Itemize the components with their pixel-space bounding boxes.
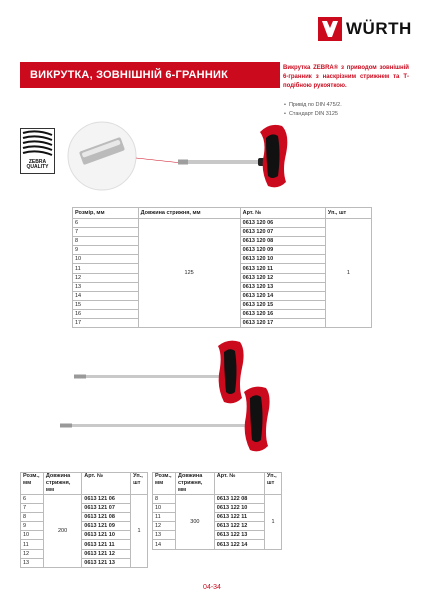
- article-number-cell: 0613 120 17: [240, 319, 325, 328]
- col-pack-header: Уп., шт: [265, 473, 282, 495]
- zebra-stripes-icon: [21, 129, 54, 159]
- size-cell: 13: [21, 558, 44, 567]
- size-cell: 12: [153, 522, 176, 531]
- wurth-logo-icon: [318, 17, 342, 41]
- length-cell: 200: [43, 495, 81, 568]
- size-cell: 10: [153, 504, 176, 513]
- zebra-badge-text: [21, 160, 54, 170]
- length-cell: 125: [138, 219, 240, 328]
- size-cell: 14: [73, 291, 139, 300]
- page-title: ВИКРУТКА, ЗОВНІШНІЙ 6-ГРАННИК: [30, 69, 228, 81]
- table-row: [153, 504, 282, 513]
- article-number-cell: 0613 120 14: [240, 291, 325, 300]
- size-cell: 12: [21, 549, 44, 558]
- size-cell: 16: [73, 309, 139, 318]
- table-row: [21, 558, 148, 567]
- table-row: [153, 522, 282, 531]
- table-row: [21, 504, 148, 513]
- brand-name: WÜRTH: [346, 19, 412, 38]
- article-number-cell: 0613 120 11: [240, 264, 325, 273]
- product-description: Викрутка ZEBRA® з приводом зовнішній 6-гранник з наскрізним стрижнем та Т-подібною рукояткою.: [283, 65, 409, 89]
- article-number-cell: 0613 121 09: [82, 522, 131, 531]
- article-number-cell: 0613 121 08: [82, 513, 131, 522]
- page-number: 04-34: [203, 584, 221, 591]
- feature-item: • Стандарт DIN 3125: [284, 110, 414, 119]
- length-200-table: [20, 472, 148, 568]
- length-300-table: [152, 472, 282, 550]
- article-number-cell: 0613 121 10: [82, 531, 131, 540]
- col-length-header: Довжина стрижня, мм: [175, 473, 214, 495]
- long-screwdrivers-image: [60, 336, 380, 466]
- size-cell: 12: [73, 273, 139, 282]
- article-number-cell: 0613 122 13: [214, 531, 264, 540]
- article-number-cell: 0613 121 07: [82, 504, 131, 513]
- col-size-header: Розм., мм: [153, 473, 176, 495]
- table-row: [21, 531, 148, 540]
- article-number-cell: 0613 122 10: [214, 504, 264, 513]
- size-cell: 11: [73, 264, 139, 273]
- size-cell: 13: [73, 282, 139, 291]
- pack-cell: 1: [325, 219, 371, 328]
- col-length-header: Довжина стрижня, мм: [43, 473, 81, 495]
- size-cell: 10: [21, 531, 44, 540]
- article-number-cell: 0613 122 11: [214, 513, 264, 522]
- size-cell: 7: [73, 228, 139, 237]
- article-number-cell: 0613 122 14: [214, 540, 264, 549]
- size-cell: 11: [153, 513, 176, 522]
- article-number-cell: 0613 120 15: [240, 300, 325, 309]
- article-number-cell: 0613 120 16: [240, 309, 325, 318]
- feature-list: [284, 101, 414, 119]
- pack-cell: 1: [265, 495, 282, 550]
- size-cell: 11: [21, 540, 44, 549]
- article-number-cell: 0613 120 08: [240, 237, 325, 246]
- size-cell: 7: [21, 504, 44, 513]
- size-cell: 14: [153, 540, 176, 549]
- zebra-badge-line2: QUALITY: [26, 164, 49, 170]
- col-size-header: Розм., мм: [21, 473, 44, 495]
- col-art-header: Арт. №: [214, 473, 264, 495]
- size-cell: 9: [21, 522, 44, 531]
- feature-item: • Привід по DIN 475/2.: [284, 101, 414, 110]
- article-number-cell: 0613 120 09: [240, 246, 325, 255]
- table-row: [21, 549, 148, 558]
- col-art-header: Арт. №: [240, 208, 325, 219]
- article-number-cell: 0613 122 12: [214, 522, 264, 531]
- size-cell: 8: [153, 495, 176, 504]
- col-pack-header: Уп., шт: [325, 208, 371, 219]
- col-art-header: Арт. №: [82, 473, 131, 495]
- zebra-badge-line1: ZEBRA: [28, 159, 47, 165]
- article-number-cell: 0613 121 11: [82, 540, 131, 549]
- table-header-row: [21, 473, 148, 495]
- article-number-cell: 0613 120 07: [240, 228, 325, 237]
- col-length-header: Довжина стрижня, мм: [138, 208, 240, 219]
- article-number-cell: 0613 120 10: [240, 255, 325, 264]
- article-number-cell: 0613 120 13: [240, 282, 325, 291]
- size-cell: 13: [153, 531, 176, 540]
- table-row: [153, 495, 282, 504]
- article-number-cell: 0613 120 06: [240, 219, 325, 228]
- table-row: [153, 531, 282, 540]
- table-row: [153, 513, 282, 522]
- article-number-cell: 0613 121 13: [82, 558, 131, 567]
- article-number-cell: 0613 121 06: [82, 495, 131, 504]
- size-cell: 10: [73, 255, 139, 264]
- article-number-cell: 0613 121 12: [82, 549, 131, 558]
- size-cell: 6: [21, 495, 44, 504]
- size-cell: 9: [73, 246, 139, 255]
- table-row: [21, 495, 148, 504]
- table-row: [21, 513, 148, 522]
- size-cell: 15: [73, 300, 139, 309]
- table-row: [73, 219, 372, 228]
- col-size-header: Розмір, мм: [73, 208, 139, 219]
- article-number-cell: 0613 120 12: [240, 273, 325, 282]
- size-cell: 8: [73, 237, 139, 246]
- pack-cell: 1: [131, 495, 148, 568]
- length-cell: 300: [175, 495, 214, 550]
- article-number-cell: 0613 122 08: [214, 495, 264, 504]
- table-header-row: [153, 473, 282, 495]
- size-cell: 17: [73, 319, 139, 328]
- table-row: [153, 540, 282, 549]
- size-cell: 8: [21, 513, 44, 522]
- table-header-row: [73, 208, 372, 219]
- table-row: [21, 540, 148, 549]
- table-row: [21, 522, 148, 531]
- col-pack-header: Уп., шт: [131, 473, 148, 495]
- t-handle-screwdriver-image: [60, 120, 370, 195]
- size-cell: 6: [73, 219, 139, 228]
- main-product-table: [72, 207, 372, 328]
